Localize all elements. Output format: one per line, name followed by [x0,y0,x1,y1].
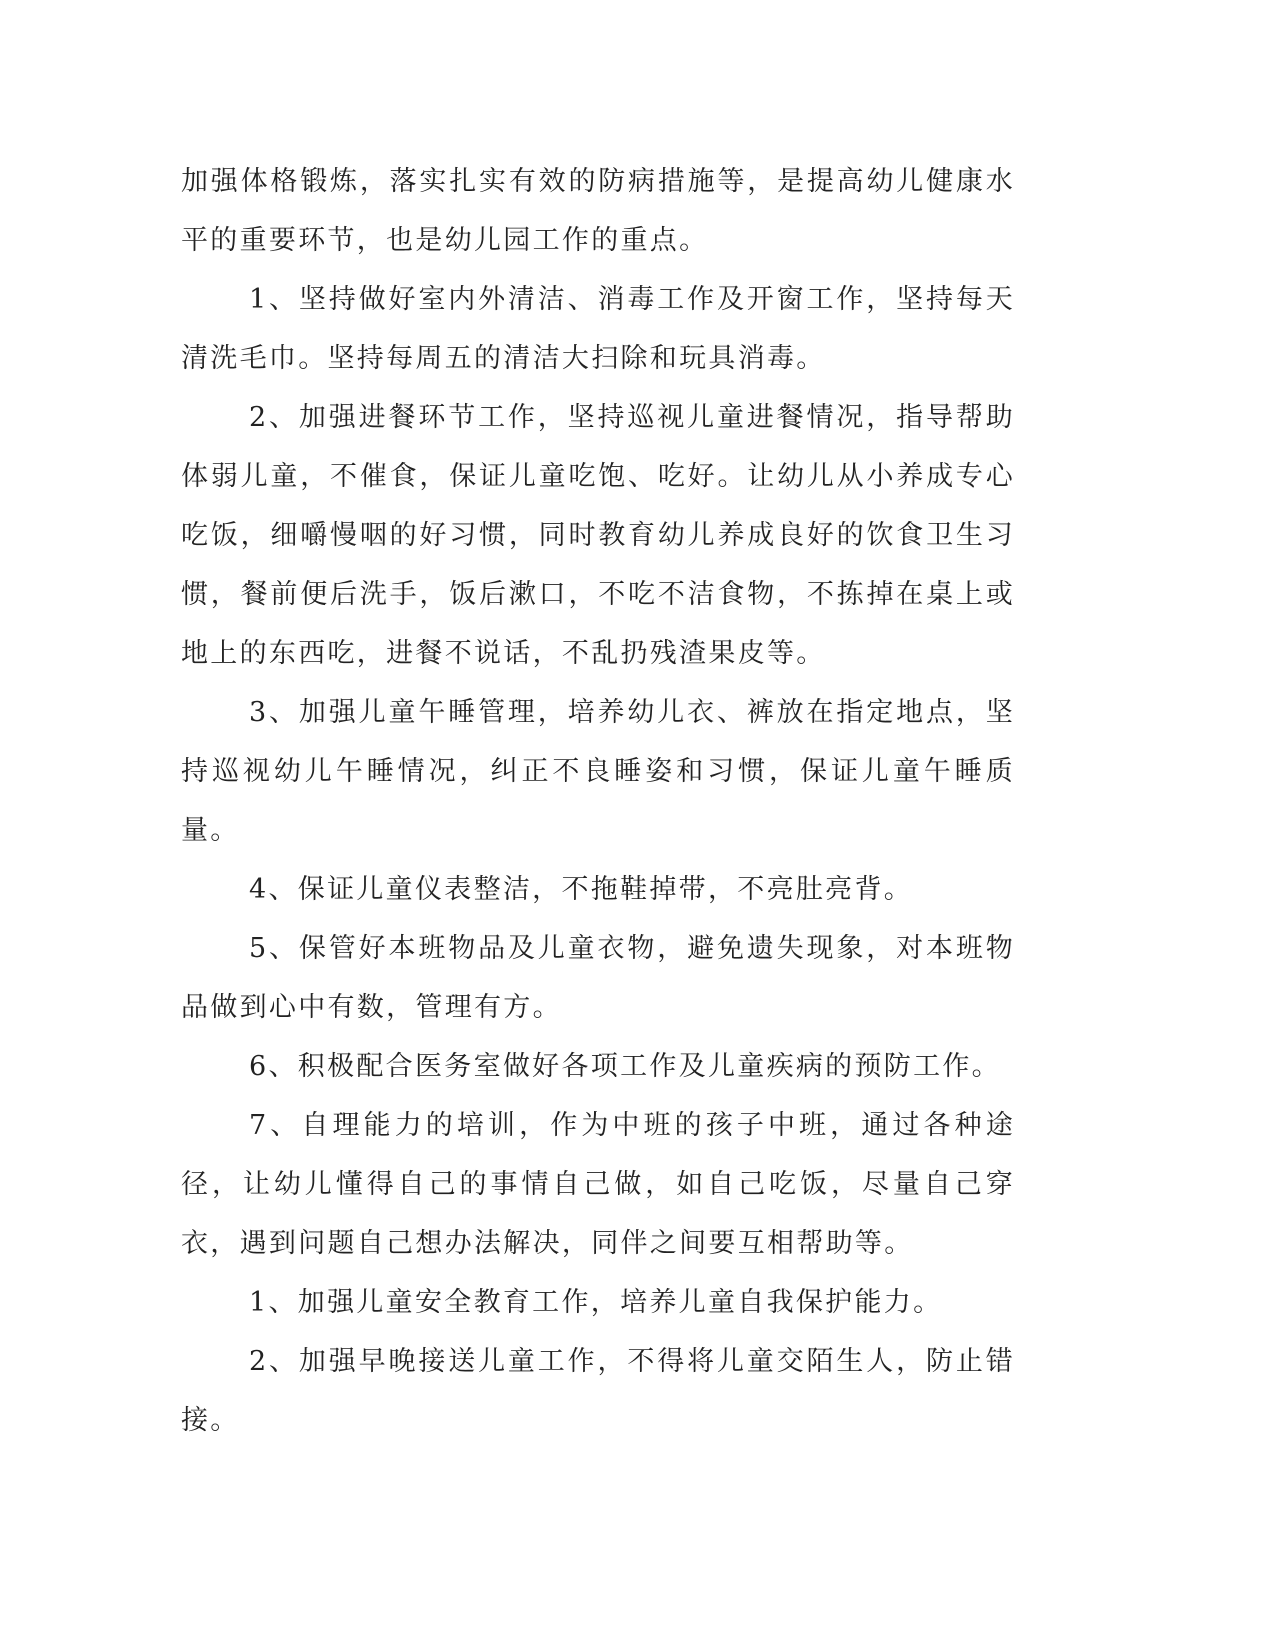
paragraph-item-7-self-care: 7、自理能力的培训，作为中班的孩子中班，通过各种途径，让幼儿懂得自己的事情自己做，如自己吃饭，尽量自己穿衣，遇到问题自己想办法解决，同伴之间要互相帮助等。 [181,1110,1015,1259]
paragraph-item-5-belongings: 5、保管好本班物品及儿童衣物，避免遗失现象，对本班物品做到心中有数，管理有方。 [181,933,1015,1023]
paragraph-intro: 加强体格锻炼，落实扎实有效的防病措施等，是提高幼儿健康水平的重要环节，也是幼儿园工作的重点。 [181,166,1015,256]
paragraph-item-4-appearance: 4、保证儿童仪表整洁，不拖鞋掉带，不亮肚亮背。 [249,874,914,905]
paragraph-safety-2: 2、加强早晚接送儿童工作，不得将儿童交陌生人，防止错接。 [181,1346,1015,1436]
paragraph-item-3-nap: 3、加强儿童午睡管理，培养幼儿衣、裤放在指定地点，坚持巡视幼儿午睡情况，纠正不良睡姿和习惯，保证儿童午睡质量。 [181,697,1015,846]
paragraph-item-2-meals: 2、加强进餐环节工作，坚持巡视儿童进餐情况，指导帮助体弱儿童，不催食，保证儿童吃饱、吃好。让幼儿从小养成专心吃饭，细嚼慢咽的好习惯，同时教育幼儿养成良好的饮食卫生习惯，餐前便后洗手，饭后漱口，不吃不洁食物，不拣掉在桌上或地上的东西吃，进餐不说话，不乱扔残渣果皮等。 [181,402,1015,669]
paragraph-item-1-cleaning: 1、坚持做好室内外清洁、消毒工作及开窗工作，坚持每天清洗毛巾。坚持每周五的清洁大扫除和玩具消毒。 [181,284,1015,374]
paragraph-safety-1: 1、加强儿童安全教育工作，培养儿童自我保护能力。 [249,1287,943,1318]
document-body [181,152,1015,1450]
paragraph-item-6-clinic: 6、积极配合医务室做好各项工作及儿童疾病的预防工作。 [249,1051,1001,1082]
